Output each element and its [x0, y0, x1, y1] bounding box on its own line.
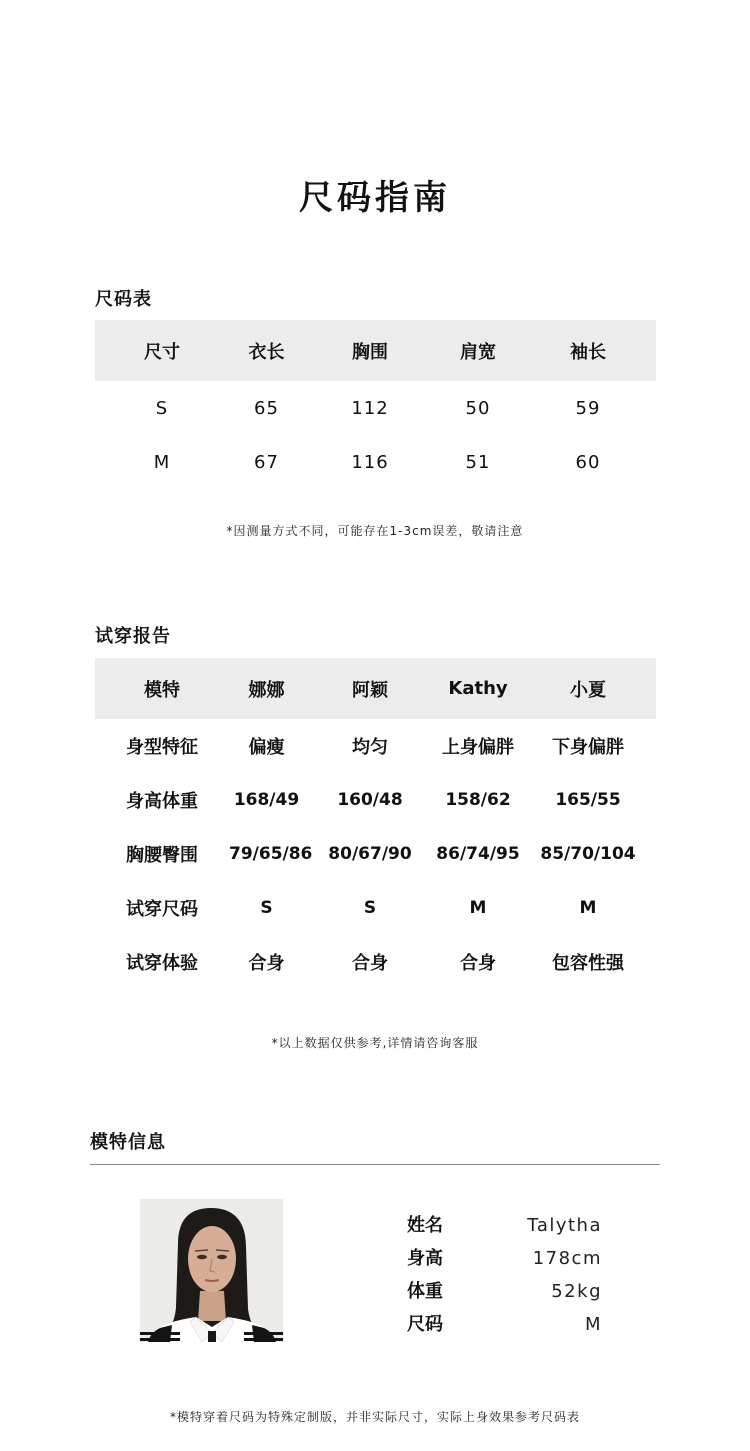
- model-height-value: 178cm: [532, 1248, 602, 1269]
- table-row: [95, 773, 656, 827]
- size-cell: S: [155, 397, 169, 419]
- model-info-note: *模特穿着尺码为特殊定制版，并非实际尺寸，实际上身效果参考尺码表: [169, 1410, 580, 1424]
- table-row: [95, 881, 656, 935]
- size-table: [95, 320, 656, 489]
- size-header-size: 尺寸: [144, 341, 180, 363]
- model-name-value: Talytha: [527, 1215, 602, 1236]
- model-portrait-image: [140, 1199, 283, 1342]
- table-cell: 160/48: [337, 790, 403, 810]
- model-size-value: M: [584, 1314, 602, 1335]
- model-photo: [140, 1199, 283, 1342]
- table-cell: 合身: [352, 953, 388, 974]
- table-cell: S: [260, 898, 273, 918]
- size-table-note: *因测量方式不同，可能存在1-3cm误差，敬请注意: [226, 524, 524, 538]
- table-cell: 86/74/95: [436, 844, 520, 864]
- table-cell: M: [469, 898, 487, 918]
- chest-cell: 112: [351, 397, 389, 419]
- fit-header-model-3: Kathy: [448, 678, 508, 699]
- table-cell: 79/65/86: [229, 844, 313, 864]
- fit-header-model-4: 小夏: [570, 679, 606, 701]
- size-header-shoulder: 肩宽: [460, 341, 496, 363]
- size-header-length: 衣长: [248, 341, 285, 363]
- sleeve-cell: 59: [575, 397, 601, 419]
- table-cell: S: [363, 898, 377, 918]
- table-cell: 165/55: [555, 790, 621, 810]
- shoulder-cell: 50: [465, 397, 491, 419]
- table-cell: 偏瘦: [248, 737, 285, 758]
- table-cell: 合身: [248, 953, 285, 974]
- table-row: [95, 935, 656, 989]
- table-cell: 168/49: [233, 790, 300, 810]
- model-info-title: 模特信息: [90, 1132, 166, 1153]
- table-row: [95, 381, 656, 435]
- length-cell: 65: [254, 397, 279, 419]
- table-cell: 上身偏胖: [442, 737, 514, 758]
- table-cell: 下身偏胖: [552, 737, 624, 758]
- row-label: 胸腰臀围: [126, 845, 198, 866]
- fit-header-model-1: 娜娜: [248, 679, 285, 701]
- length-cell: 67: [254, 451, 279, 473]
- size-header-sleeve: 袖长: [570, 341, 606, 363]
- model-weight-label: 体重: [407, 1281, 443, 1302]
- fit-header-model-2: 阿颖: [352, 679, 388, 701]
- table-cell: 均匀: [352, 737, 388, 758]
- table-cell: M: [579, 898, 597, 918]
- fit-report-note: *以上数据仅供参考,详情请咨询客服: [271, 1036, 479, 1050]
- fit-report-title: 试穿报告: [95, 626, 171, 647]
- shoulder-cell: 51: [465, 451, 491, 473]
- table-cell: 合身: [460, 953, 496, 974]
- table-row: [95, 435, 656, 489]
- fit-report-table: [95, 658, 656, 989]
- row-label: 试穿尺码: [126, 899, 198, 920]
- table-cell: 158/62: [445, 790, 511, 810]
- fit-header-model: 模特: [144, 679, 180, 701]
- table-cell: 80/67/90: [328, 844, 412, 864]
- model-name-label: 姓名: [407, 1215, 443, 1236]
- size-header-chest: 胸围: [352, 341, 388, 363]
- model-weight-value: 52kg: [551, 1281, 602, 1302]
- row-label: 试穿体验: [126, 953, 198, 974]
- sleeve-cell: 60: [575, 451, 601, 473]
- model-size-label: 尺码: [407, 1314, 443, 1335]
- table-cell: 包容性强: [552, 953, 624, 974]
- chest-cell: 116: [351, 451, 389, 473]
- page-title: 尺码指南: [299, 178, 451, 218]
- table-cell: 85/70/104: [540, 844, 636, 864]
- section-divider: [90, 1164, 660, 1165]
- row-label: 身型特征: [126, 737, 198, 758]
- size-cell: M: [153, 451, 171, 473]
- size-table-title: 尺码表: [95, 289, 152, 310]
- row-label: 身高体重: [126, 791, 198, 812]
- size-table-header-row: [95, 320, 656, 381]
- fit-report-header-row: [95, 658, 656, 719]
- model-height-label: 身高: [407, 1248, 443, 1269]
- table-row: [95, 827, 656, 881]
- table-row: [95, 719, 656, 773]
